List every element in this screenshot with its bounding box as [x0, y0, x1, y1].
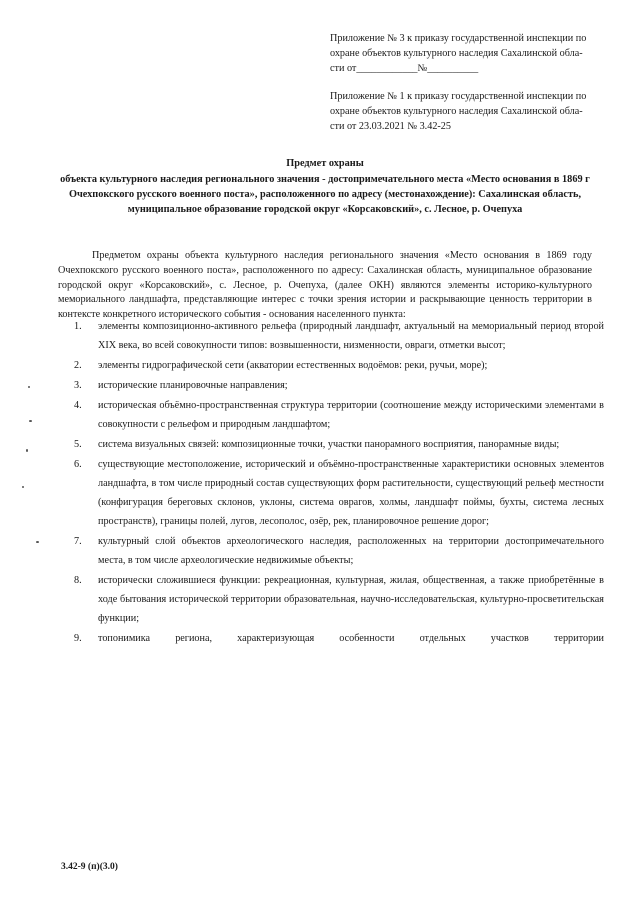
- list-item: [74, 356, 604, 376]
- document-title: Предмет охраны: [286, 158, 364, 169]
- list-item-text: элементы гидрографической сети (акватории естественных водоёмов: реки, ручьи, море);: [98, 360, 488, 371]
- list-item-text: существующие местоположение, исторический и объёмно-пространственные характеристики основных элементов ландшафта, в том числе природный состав существующих форм растительности, существующий рельеф местности (конфигурация береговых склонов, уклоны, система оврагов, холмы, ландшафт поймы, бухты, система лесных пространств), границы полей, лугов, лесополос, озёр, рек, планировочное решение дорог;: [98, 459, 604, 527]
- document-subtitle: объекта культурного наследия регионального значения - достопримечательного места «Место основания в 1869 г Очехпокского русского военного поста», расположенного по адресу (местонахождение): Сахалинская область, муниципальное образование городской округ «Корсаковский», с. Лесное, р. Очепуха: [60, 174, 590, 215]
- list-item-number: 2.: [74, 360, 82, 371]
- list-item-text: элементы композиционно-активного рельефа (природный ландшафт, актуальный на мемориальный период второй XIX века, во всей совокупности типов: возвышенности, низменности, овраги, отметки высот;: [98, 321, 604, 351]
- list-item-text: исторически сложившиеся функции: рекреационная, культурная, жилая, общественная, а также приобретённые в ходе бытования исторической территории образовательная, научно-исследовательская, культурно-просветительская функции;: [98, 575, 604, 624]
- list-item: [74, 396, 604, 435]
- appendix-1-line-1: Приложение № 1 к приказу государственной инспекции по: [330, 91, 587, 102]
- appendix-3-line-1: Приложение № 3 к приказу государственной инспекции по: [330, 33, 587, 44]
- list-item: [74, 455, 604, 532]
- intro-paragraph: Предметом охраны объекта культурного наследия регионального значения «Место основания в 1869 году Очехпокского русского военного поста», расположенного по адресу: Сахалинская область, муниципальное образование городской округ «Корсаковский», с. Лесное, р. Очепуха, (далее ОКН) являются элементы историко-культурного мемориального ландшафта, представляющие интерес с точки зрения истории и раскрывающие ценность территории в контексте конкретного исторического события - основания населенного пункта:: [58, 250, 592, 320]
- appendix-3-line-3: сти от____________№__________: [330, 63, 479, 74]
- list-item-text: историческая объёмно-пространственная структура территории (соотношение между историческими элементами в совокупности с рельефом и природным ландшафтом;: [98, 400, 604, 430]
- list-item-number: 6.: [74, 459, 82, 470]
- appendix-3-line-2: охране объектов культурного наследия Сахалинской обла-: [330, 48, 583, 59]
- list-item: [74, 435, 604, 455]
- list-item-number: 5.: [74, 439, 82, 450]
- list-item-number: 8.: [74, 575, 82, 586]
- list-item-number: 3.: [74, 380, 82, 391]
- list-item: [74, 376, 604, 396]
- appendix-1-line-2: охране объектов культурного наследия Сахалинской обла-: [330, 106, 583, 117]
- appendix-1-note: [330, 89, 610, 134]
- document-code-footer: 3.42-9 (п)(3.0): [61, 862, 118, 872]
- scan-speck: [26, 449, 28, 452]
- list-item-text: топонимика региона, характеризующая особенности отдельных участков территории: [98, 633, 604, 644]
- list-item-text: культурный слой объектов археологического наследия, расположенных на территории достопримечательного места, в том числе археологические недвижимые объекты;: [98, 536, 604, 566]
- list-item: [74, 629, 604, 648]
- list-item-number: 1.: [74, 321, 82, 332]
- list-item-number: 9.: [74, 633, 82, 644]
- scan-speck: [36, 541, 39, 543]
- protection-items-list: [74, 317, 604, 648]
- scan-speck: [29, 420, 32, 422]
- appendix-3-note: [330, 31, 610, 76]
- list-item-number: 7.: [74, 536, 82, 547]
- list-item: [74, 571, 604, 629]
- list-item: [74, 317, 604, 356]
- list-item-number: 4.: [74, 400, 82, 411]
- list-item-text: исторические планировочные направления;: [98, 380, 288, 391]
- list-item: [74, 532, 604, 571]
- appendix-1-line-3: сти от 23.03.2021 № 3.42-25: [330, 121, 451, 132]
- scan-speck: [28, 386, 30, 388]
- document-heading: [55, 156, 595, 217]
- scan-speck: [22, 486, 24, 488]
- list-item-text: система визуальных связей: композиционные точки, участки панорамного восприятия, панорамные виды;: [98, 439, 560, 450]
